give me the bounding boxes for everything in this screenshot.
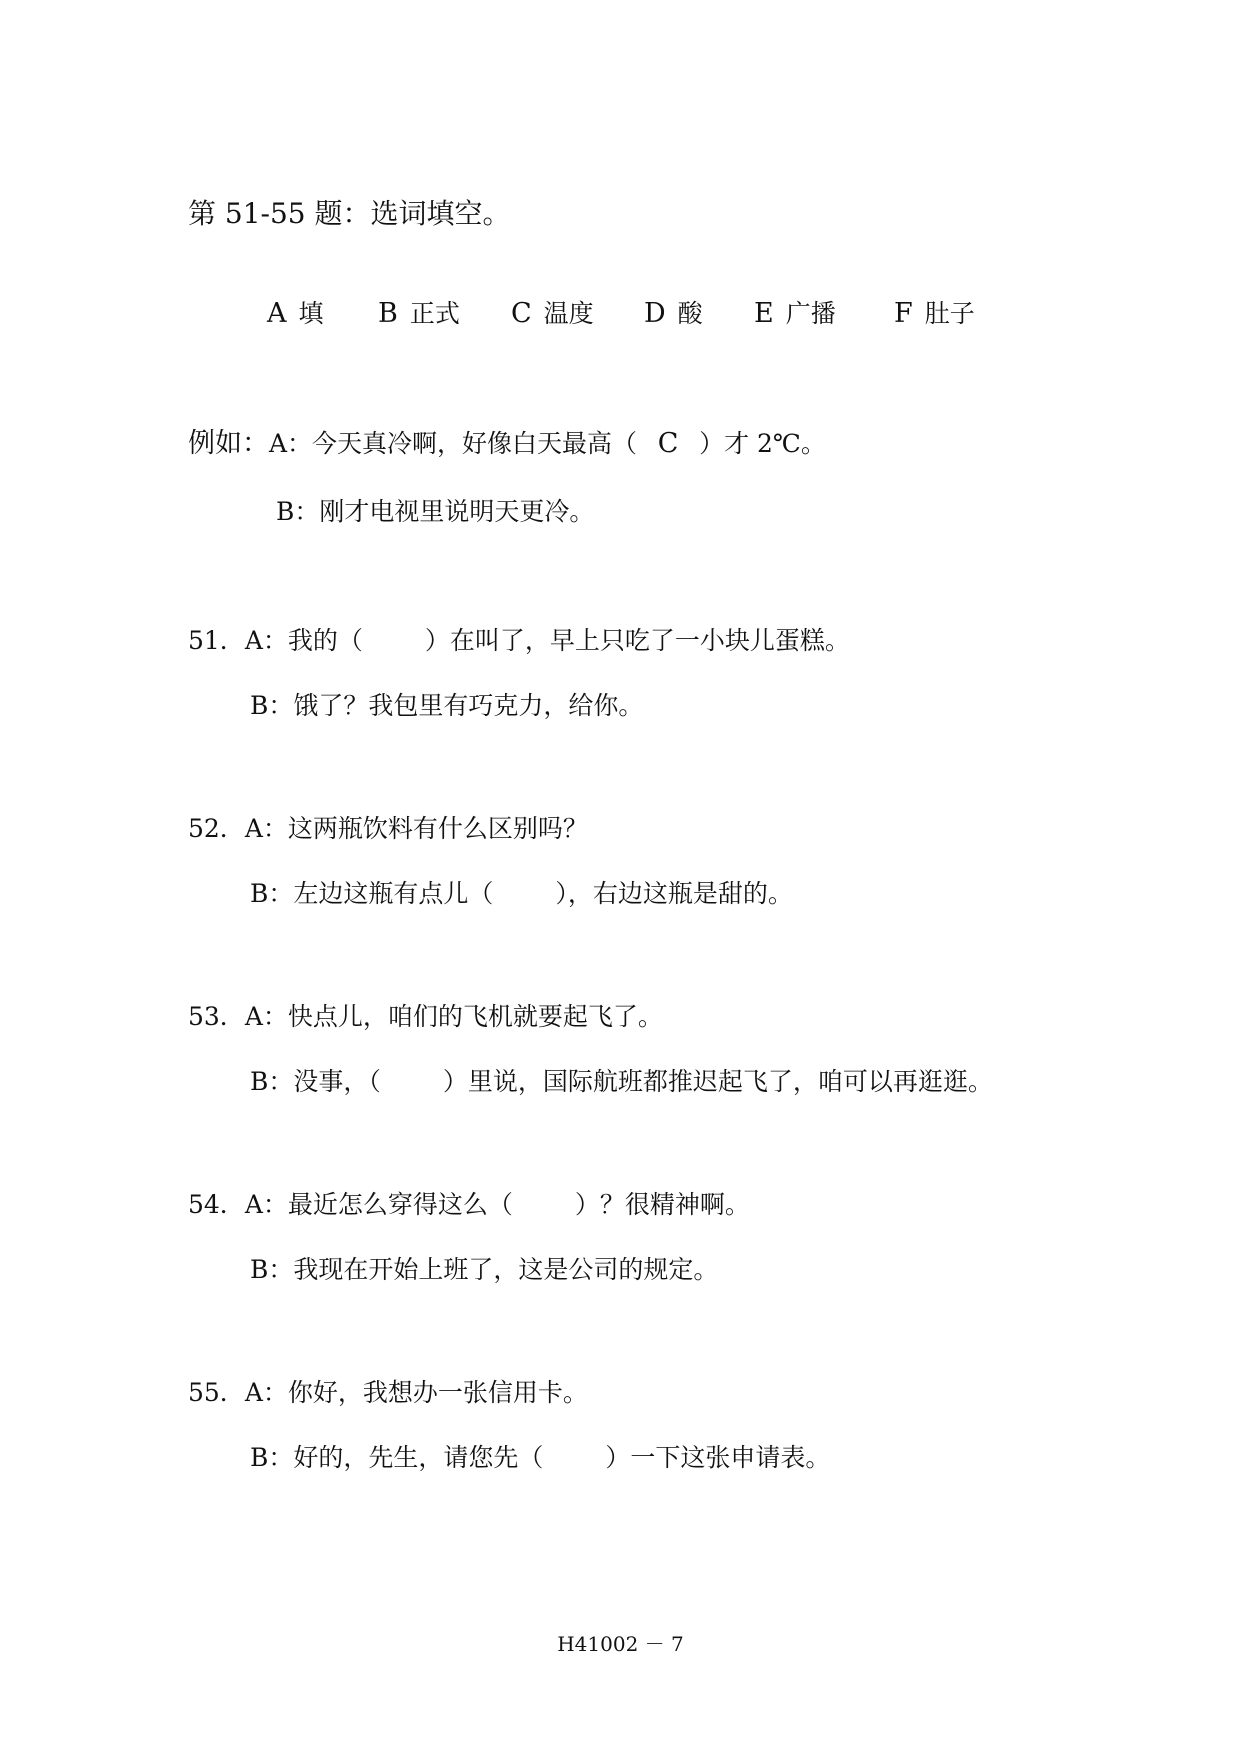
question-b-before: B：饿了？我包里有巧克力，给你。: [250, 691, 644, 720]
question-a-before: A：我的（: [244, 626, 363, 655]
question-b-before: B：好的，先生，请您先（: [250, 1443, 544, 1472]
option-letter: D: [644, 298, 666, 329]
example-line-b: B：刚才电视里说明天更冷。: [276, 497, 595, 526]
question-number: 54．: [188, 1190, 245, 1219]
example-a-prefix: A：今天真冷啊，好像白天最高（: [269, 429, 638, 458]
question-a-after: ）在叫了，早上只吃了一小块儿蛋糕。: [424, 626, 850, 655]
question-54-line-b: [250, 1254, 718, 1286]
question-number: 55．: [188, 1378, 245, 1407]
page-footer: H41002 － 7: [557, 1632, 684, 1656]
question-a-before: A：这两瓶饮料有什么区别吗？: [244, 814, 588, 843]
question-a-before: A：你好，我想办一张信用卡。: [244, 1378, 588, 1407]
option-a: [267, 298, 324, 330]
option-letter: C: [511, 298, 532, 329]
example-answer: C: [657, 428, 679, 459]
question-52-line-a: [188, 813, 588, 845]
option-word: 酸: [677, 299, 703, 328]
question-b-after: ）一下这张申请表。: [605, 1443, 831, 1472]
option-word: 广播: [785, 299, 836, 328]
question-a-before: A：快点儿，咱们的飞机就要起飞了。: [244, 1002, 663, 1031]
option-letter: B: [378, 298, 398, 329]
option-f: [894, 298, 975, 330]
question-a-after: ）？很精神啊。: [574, 1190, 750, 1219]
question-a-before: A：最近怎么穿得这么（: [244, 1190, 513, 1219]
question-52-line-b: [250, 878, 793, 910]
word-options: [0, 298, 1241, 332]
question-55-line-b: [250, 1442, 830, 1474]
example-a-suffix: ）才 2℃。: [699, 429, 826, 458]
option-d: [644, 298, 703, 330]
question-b-after: ）里说，国际航班都推迟起飞了，咱可以再逛逛。: [442, 1067, 993, 1096]
question-54-line-a: [188, 1189, 750, 1221]
option-word: 温度: [543, 299, 594, 328]
option-b: [378, 298, 460, 330]
question-b-before: B：左边这瓶有点儿（: [250, 879, 494, 908]
question-53-line-a: [188, 1001, 663, 1033]
question-number: 53．: [188, 1002, 245, 1031]
question-b-before: B：我现在开始上班了，这是公司的规定。: [250, 1255, 719, 1284]
section-title: 第 51-55 题：选词填空。: [188, 197, 511, 230]
option-word: 填: [298, 299, 324, 328]
question-number: 52．: [188, 814, 245, 843]
option-word: 正式: [409, 299, 460, 328]
question-b-before: B：没事，（: [250, 1067, 381, 1096]
question-number: 51．: [188, 626, 245, 655]
example-label: 例如：: [188, 428, 269, 459]
option-letter: A: [267, 298, 287, 329]
example-line-a: [188, 428, 826, 460]
question-51-line-b: [250, 690, 643, 722]
question-b-after: ），右边这瓶是甜的。: [555, 879, 793, 908]
question-53-line-b: [250, 1066, 993, 1098]
question-51-line-a: [188, 625, 850, 657]
option-word: 肚子: [924, 299, 975, 328]
option-c: [511, 298, 594, 330]
option-letter: F: [894, 298, 913, 329]
question-55-line-a: [188, 1377, 588, 1409]
option-letter: E: [754, 298, 774, 329]
option-e: [754, 298, 836, 330]
